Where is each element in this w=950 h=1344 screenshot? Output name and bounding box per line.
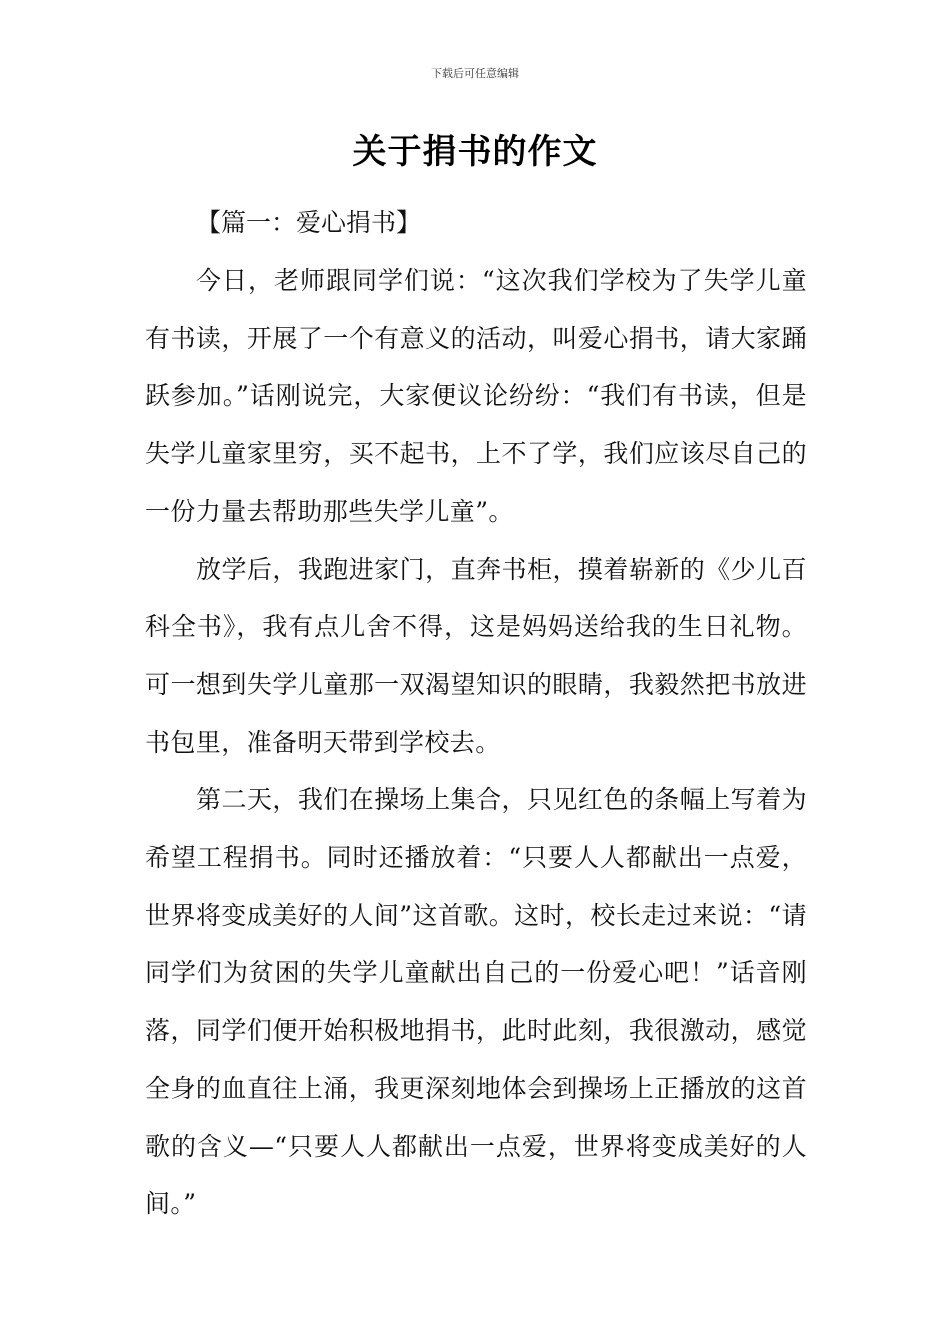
header-note: 下载后可任意编辑 <box>431 67 519 80</box>
essay-body <box>145 252 807 1233</box>
paragraph-1: 今日，老师跟同学们说：“这次我们学校为了失学儿童有书读，开展了一个有意义的活动，叫爱心捐书，请大家踊跃参加。”话刚说完，大家便议论纷纷：“我们有书读，但是失学儿童家里穷，买不起书，上不了学，我们应该尽自己的一份力量去帮助那些失学儿童”。 <box>145 266 807 526</box>
paragraph-3: 第二天，我们在操场上集合，只见红色的条幅上写着为希望工程捐书。同时还播放着：“只要人人都献出一点爱，世界将变成美好的人间”这首歌。这时，校长走过来说：“请同学们为贫困的失学儿童献出自己的一份爱心吧！”话音刚落，同学们便开始积极地捐书，此时此刻，我很激动，感觉全身的血直往上涌，我更深刻地体会到操场上正播放的这首歌的含义—“只要人人都献出一点爱，世界将变成美好的人间。” <box>145 785 807 1219</box>
section-heading: 【篇一：爱心捐书】 <box>196 208 422 237</box>
paragraph-2: 放学后，我跑进家门，直奔书柜，摸着崭新的《少儿百科全书》，我有点儿舍不得，这是妈妈送给我的生日礼物。可一想到失学儿童那一双渴望知识的眼睛，我毅然把书放进书包里，准备明天带到学校去。 <box>145 554 807 757</box>
document-title: 关于捐书的作文 <box>352 132 598 172</box>
